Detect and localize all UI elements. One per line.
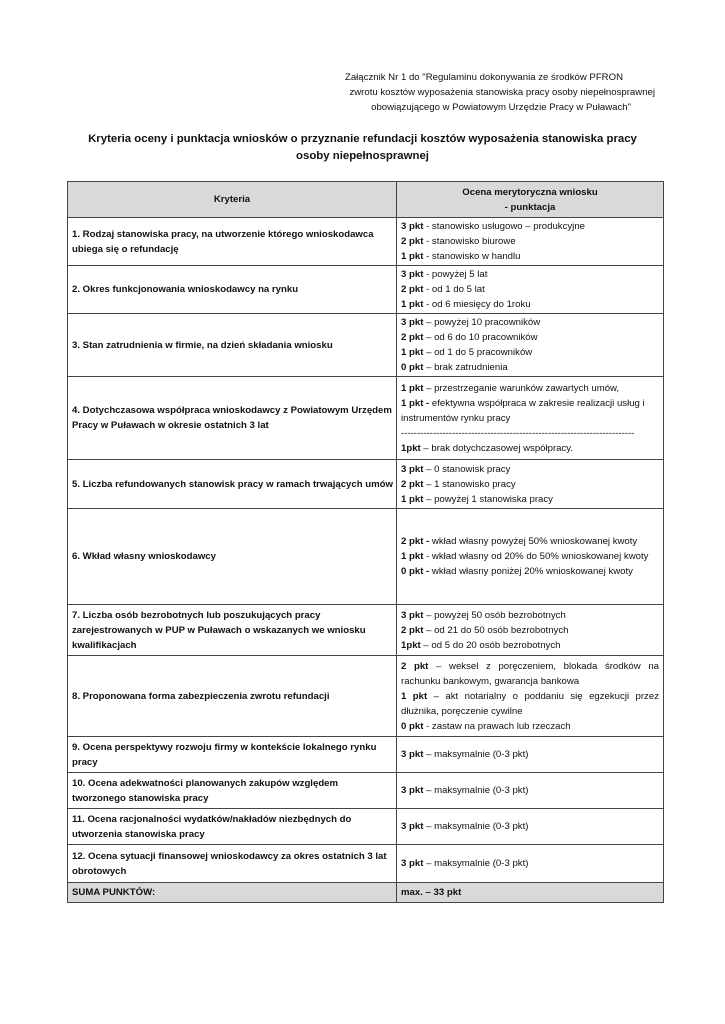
score-line — [401, 315, 659, 330]
sum-label: SUMA PUNKTÓW: — [68, 883, 397, 903]
score-points: 1 pkt — [401, 347, 424, 358]
table-row — [68, 509, 664, 605]
score-line — [401, 492, 659, 507]
score-cell — [397, 773, 664, 809]
score-line — [401, 462, 659, 477]
table-row — [68, 656, 664, 737]
header-criteria: Kryteria — [68, 182, 397, 218]
header-scoring-line-2: - punktacja — [504, 201, 556, 213]
score-description: wkład własny poniżej 20% wnioskowanej kwoty — [429, 566, 633, 577]
score-cell — [397, 218, 664, 266]
score-description: – weksel z poręczeniem, blokada środków na rachunku bankowym, gwarancja bankowa — [401, 660, 659, 687]
score-points: 3 pkt — [401, 749, 424, 760]
criterion-cell: 9. Ocena perspektywy rozwoju firmy w kontekście lokalnego rynku pracy — [68, 737, 397, 773]
score-points: 2 pkt — [401, 236, 424, 247]
score-line — [401, 219, 659, 234]
score-line — [401, 249, 659, 264]
title-line-1: Kryteria oceny i punktacja wniosków o przyznanie refundacji kosztów wyposażenia stanowiska pracy — [88, 133, 637, 145]
score-cell — [397, 266, 664, 314]
score-points: 1 pkt — [401, 690, 428, 702]
score-line — [401, 282, 659, 297]
score-description: – brak zatrudnienia — [423, 362, 508, 373]
score-line — [401, 549, 659, 564]
sum-value: max. – 33 pkt — [397, 883, 664, 903]
table-row — [68, 773, 664, 809]
score-points: 3 pkt — [401, 858, 424, 869]
score-points: 1 pkt — [401, 299, 424, 310]
score-points: 1 pkt — [401, 493, 424, 505]
score-description: – przestrzeganie warunków zawartych umów, — [423, 382, 620, 394]
score-line — [401, 856, 659, 871]
score-line — [401, 381, 659, 396]
score-line — [401, 297, 659, 312]
criterion-cell: 5. Liczba refundowanych stanowisk pracy w ramach trwających umów — [68, 460, 397, 509]
criterion-cell: 2. Okres funkcjonowania wnioskodawcy na rynku — [68, 266, 397, 314]
table-row — [68, 809, 664, 845]
score-description: – maksymalnie (0-3 pkt) — [423, 785, 529, 796]
score-points: 3 pkt — [401, 221, 424, 232]
score-description: wkład własny powyżej 50% wnioskowanej kwoty — [429, 536, 638, 547]
score-line — [401, 638, 659, 653]
score-line — [401, 819, 659, 834]
score-points: 2 pkt — [401, 332, 424, 343]
score-description: – maksymalnie (0-3 pkt) — [423, 858, 529, 869]
table-row — [68, 605, 664, 656]
score-points: 0 pkt - — [401, 566, 430, 577]
score-description: – maksymalnie (0-3 pkt) — [423, 749, 529, 760]
criterion-cell: 10. Ocena adekwatności planowanych zakupów względem tworzonego stanowiska pracy — [68, 773, 397, 809]
score-points: 2 pkt — [401, 660, 429, 672]
score-cell — [397, 656, 664, 737]
criterion-cell: 6. Wkład własny wnioskodawcy — [68, 509, 397, 605]
score-line — [401, 477, 659, 492]
annex-line-2: zwrotu kosztów wyposażenia stanowiska pracy osoby niepełnosprawnej — [349, 87, 655, 98]
score-description: - od 6 miesięcy do 1roku — [423, 299, 531, 310]
criterion-cell: 3. Stan zatrudnienia w firmie, na dzień składania wniosku — [68, 314, 397, 377]
score-line — [401, 564, 659, 579]
score-line — [401, 330, 659, 345]
score-line — [401, 747, 659, 762]
score-line — [401, 234, 659, 249]
score-points: 1pkt — [401, 442, 421, 454]
score-description: - stanowisko usługowo – produkcyjne — [423, 221, 585, 232]
score-points: 2 pkt — [401, 478, 424, 490]
score-points: 3 pkt — [401, 317, 424, 328]
score-description: – brak dotychczasowej współpracy. — [420, 442, 574, 454]
score-line — [401, 783, 659, 798]
score-line — [401, 719, 659, 734]
score-description: – od 5 do 20 osób bezrobotnych — [420, 639, 561, 651]
criterion-cell: 12. Ocena sytuacji finansowej wnioskodawcy za okres ostatnich 3 lat obrotowych — [68, 845, 397, 883]
score-line — [401, 689, 659, 719]
annex-header — [200, 70, 655, 115]
criterion-cell: 4. Dotychczasowa współpraca wnioskodawcy z Powiatowym Urzędem Pracy w Puławach w okresie ostatnich 3 lat — [68, 377, 397, 460]
score-points: 3 pkt — [401, 785, 424, 796]
score-cell — [397, 460, 664, 509]
header-scoring-line-1: Ocena merytoryczna wniosku — [462, 186, 598, 198]
score-description: - zastaw na prawach lub rzeczach — [423, 720, 571, 732]
score-description: – 1 stanowisko pracy — [423, 478, 516, 490]
score-description: - wkład własny od 20% do 50% wnioskowanej kwoty — [423, 551, 649, 562]
table-row — [68, 737, 664, 773]
score-cell — [397, 605, 664, 656]
score-description: – powyżej 10 pracowników — [423, 317, 541, 328]
score-description: – powyżej 50 osób bezrobotnych — [423, 609, 566, 621]
score-description: – 0 stanowisk pracy — [423, 463, 511, 475]
score-description: - stanowisko w handlu — [423, 251, 521, 262]
score-description: efektywna współpraca w zakresie realizacji usług i instrumentów rynku pracy — [401, 397, 645, 424]
score-points: 3 pkt — [401, 821, 424, 832]
score-points: 3 pkt — [401, 269, 424, 280]
score-points: 1pkt — [401, 639, 421, 651]
score-points: 1 pkt — [401, 382, 424, 394]
header-scoring — [397, 182, 664, 218]
document-title — [40, 131, 685, 165]
score-points: 1 pkt — [401, 251, 424, 262]
criteria-table — [67, 181, 664, 903]
score-cell — [397, 377, 664, 460]
title-line-2: osoby niepełnosprawnej — [296, 150, 429, 162]
table-row — [68, 460, 664, 509]
score-line — [401, 396, 659, 426]
score-description: – od 6 do 10 pracowników — [423, 332, 538, 343]
score-line — [401, 345, 659, 360]
score-description: – akt notarialny o poddaniu się egzekucji przez dłużnika, poręczenie cywilne — [401, 690, 659, 717]
score-description: - stanowisko biurowe — [423, 236, 516, 247]
score-description: – maksymalnie (0-3 pkt) — [423, 821, 529, 832]
criterion-cell: 11. Ocena racjonalności wydatków/nakładów niezbędnych do utworzenia stanowiska pracy — [68, 809, 397, 845]
score-cell — [397, 314, 664, 377]
score-line — [401, 608, 659, 623]
score-cell — [397, 845, 664, 883]
criterion-cell: 8. Proponowana forma zabezpieczenia zwrotu refundacji — [68, 656, 397, 737]
score-points: 0 pkt — [401, 720, 424, 732]
annex-line-3: obowiązującego w Powiatowym Urzędzie Pracy w Puławach" — [371, 102, 631, 113]
score-line — [401, 534, 659, 549]
score-line — [401, 659, 659, 689]
table-row — [68, 377, 664, 460]
table-row — [68, 845, 664, 883]
table-row — [68, 314, 664, 377]
score-description: – od 21 do 50 osób bezrobotnych — [423, 624, 569, 636]
score-description: – powyżej 1 stanowiska pracy — [423, 493, 553, 505]
score-cell — [397, 809, 664, 845]
score-points: 3 pkt — [401, 463, 424, 475]
score-line — [401, 360, 659, 375]
score-points: 3 pkt — [401, 609, 424, 621]
sum-row — [68, 883, 664, 903]
score-cell — [397, 509, 664, 605]
criterion-cell: 1. Rodzaj stanowiska pracy, na utworzenie którego wnioskodawca ubiega się o refundację — [68, 218, 397, 266]
table-row — [68, 218, 664, 266]
score-line — [401, 623, 659, 638]
score-line — [401, 441, 659, 456]
score-line — [401, 267, 659, 282]
annex-line-1: Załącznik Nr 1 do "Regulaminu dokonywania ze środków PFRON — [344, 72, 623, 83]
score-description: - powyżej 5 lat — [423, 269, 488, 280]
score-points: 0 pkt — [401, 362, 424, 373]
score-points: 2 pkt — [401, 284, 424, 295]
score-points: 2 pkt — [401, 624, 424, 636]
separator-line: ------------------------------------------------------------------------- — [401, 427, 635, 439]
score-cell — [397, 737, 664, 773]
score-description: - od 1 do 5 lat — [423, 284, 485, 295]
table-row — [68, 266, 664, 314]
score-points: 1 pkt - — [401, 397, 430, 409]
table-header-row — [68, 182, 664, 218]
score-points: 1 pkt — [401, 551, 424, 562]
score-description: – od 1 do 5 pracowników — [423, 347, 533, 358]
criterion-cell: 7. Liczba osób bezrobotnych lub poszukujących pracy zarejestrowanych w PUP w Puławach o wskazanych we wniosku kwalifikacjach — [68, 605, 397, 656]
score-points: 2 pkt - — [401, 536, 430, 547]
